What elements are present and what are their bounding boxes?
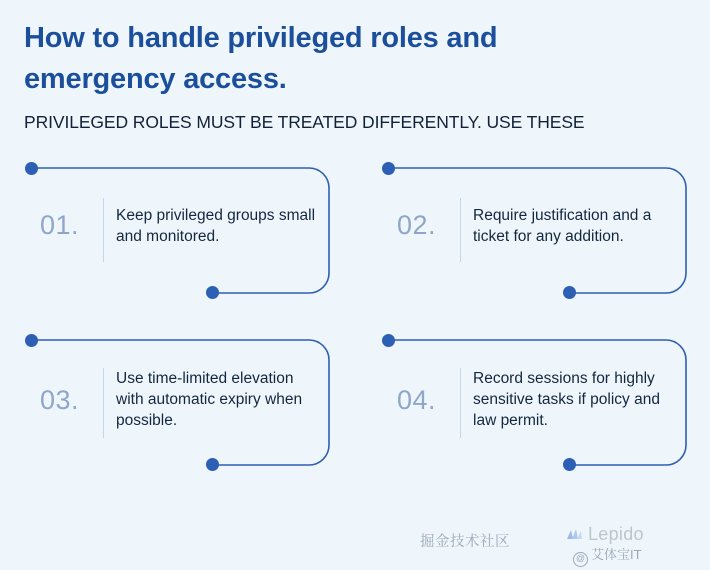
watermark-user-label: 艾体宝IT (591, 547, 642, 562)
page-title: How to handle privileged roles and emergency access. (24, 22, 498, 96)
bracket-dot-end (563, 458, 576, 471)
bracket-dot-end (206, 286, 219, 299)
item-text: Record sessions for highly sensitive tasks if policy and law permit. (473, 370, 660, 429)
watermark-bar (0, 522, 710, 563)
bracket-dot-start (25, 334, 38, 347)
logo-mark-icon (565, 526, 583, 544)
vertical-divider (460, 368, 461, 438)
item-text: Use time-limited elevation with automatic expiry when possible. (116, 370, 303, 429)
bracket-dot-start (25, 162, 38, 175)
logo-text: Lepido (588, 524, 644, 544)
page-subtitle: PRIVILEGED ROLES MUST BE TREATED DIFFERENTLY. USE THESE (24, 112, 585, 132)
bracket-dot-start (382, 334, 395, 347)
cards-grid (24, 168, 686, 498)
vertical-divider (103, 368, 104, 438)
list-item (24, 168, 329, 293)
at-sign-icon: @ (573, 552, 588, 567)
bracket-dot-start (382, 162, 395, 175)
item-number: 01. (40, 210, 80, 240)
item-text: Require justification and a ticket for any addition. (473, 207, 652, 245)
watermark-user (573, 544, 642, 565)
bracket-dot-end (563, 286, 576, 299)
bracket-dot-end (206, 458, 219, 471)
watermark-community: 掘金技术社区 (420, 534, 510, 550)
list-item (381, 168, 686, 293)
item-text: Keep privileged groups small and monitored. (116, 207, 316, 245)
item-number: 03. (40, 385, 80, 415)
brand-logo (565, 524, 644, 545)
vertical-divider (460, 198, 461, 262)
item-number: 04. (397, 385, 437, 415)
list-item (381, 340, 686, 465)
vertical-divider (103, 198, 104, 262)
list-item (24, 340, 329, 465)
item-number: 02. (397, 210, 437, 240)
